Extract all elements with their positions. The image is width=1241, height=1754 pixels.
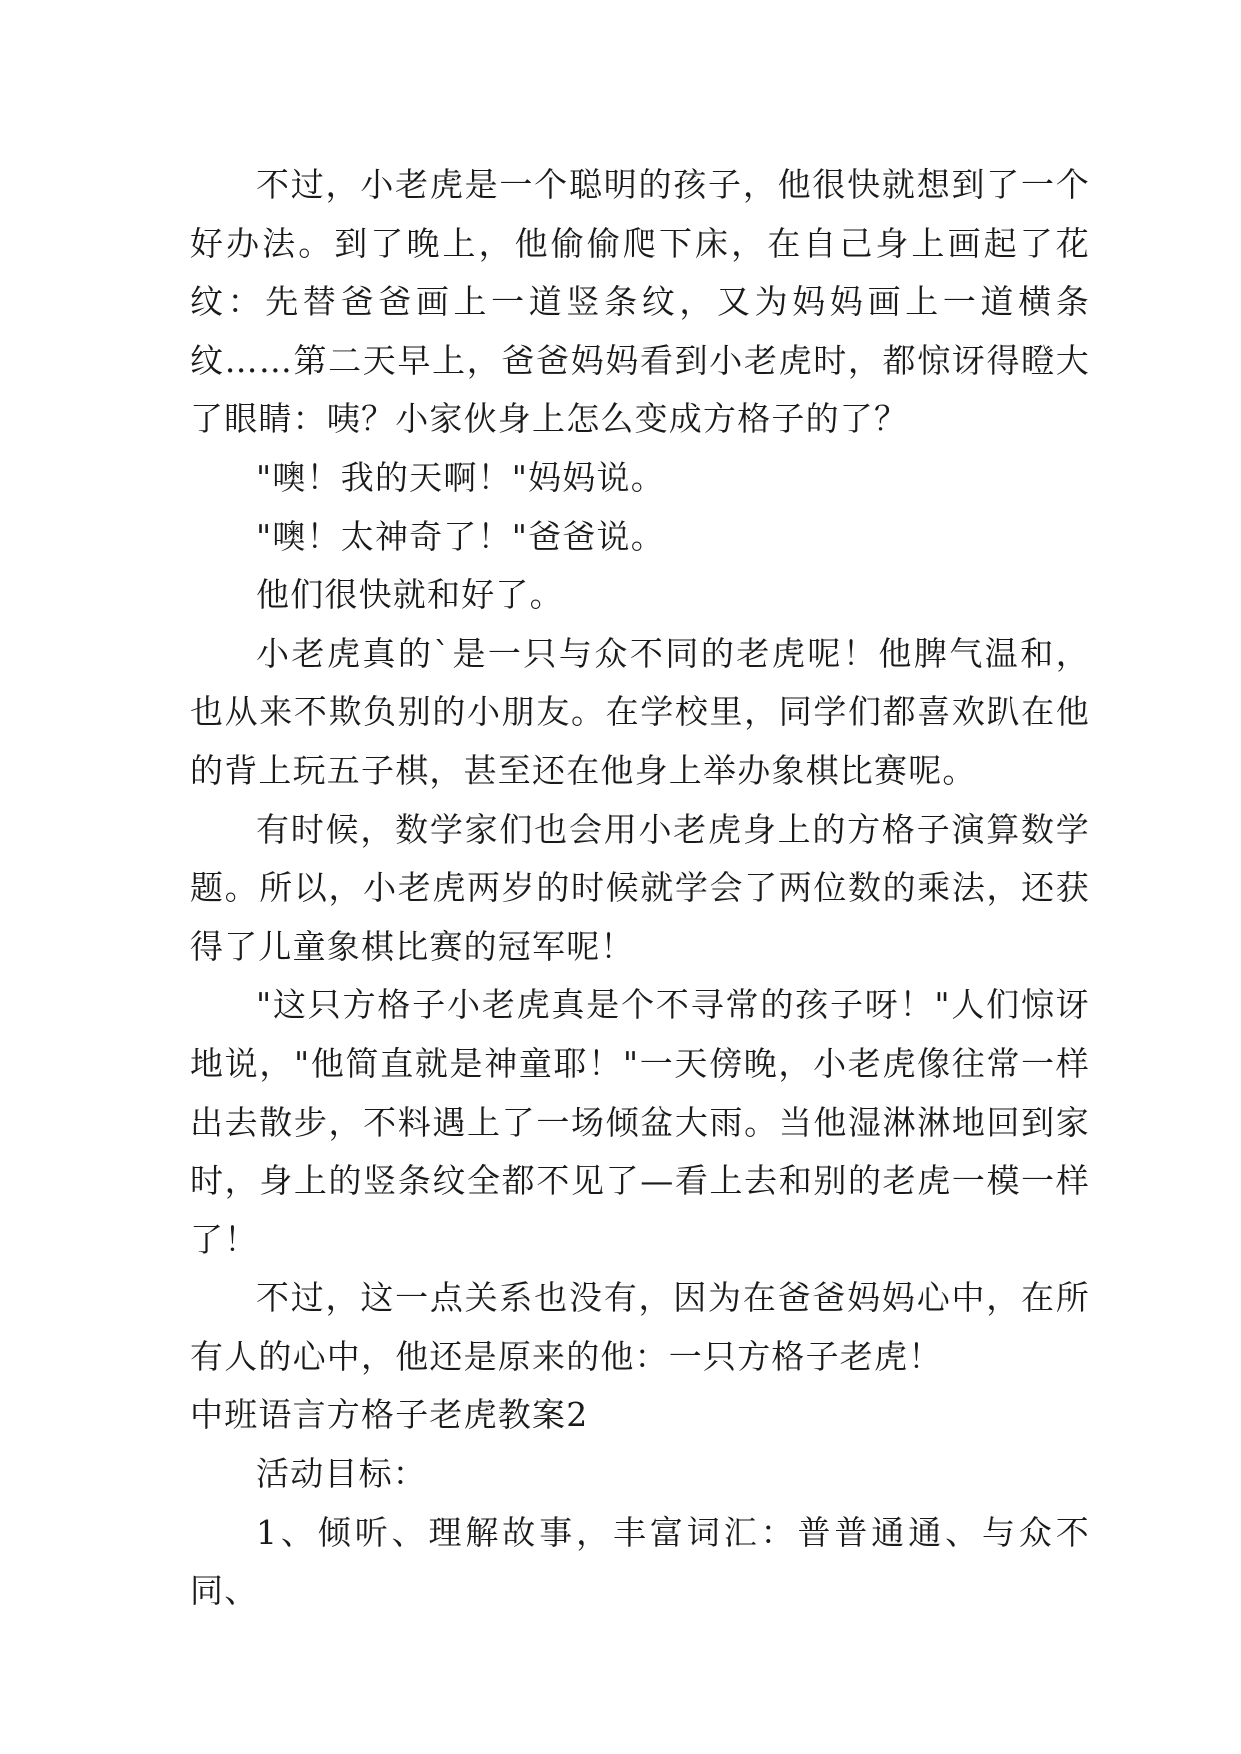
story-paragraph-2: "噢！我的天啊！"妈妈说。 (256, 457, 665, 497)
story-paragraph-7: "这只方格子小老虎真是个不寻常的孩子呀！"人们惊讶地说，"他简直就是神童耶！"一天傍晚，小老虎像往常一样出去散步，不料遇上了一场倾盆大雨。当他湿淋淋地回到家时，身上的竖条纹全都不见了—看上去和别的老虎一模一样了！ (190, 985, 1090, 1259)
story-paragraph-3: "噢！太神奇了！"爸爸说。 (256, 516, 665, 556)
story-paragraph-6: 有时候，数学家们也会用小老虎身上的方格子演算数学题。所以，小老虎两岁的时候就学会了两位数的乘法，还获得了儿童象棋比赛的冠军呢！ (190, 809, 1090, 966)
lesson-plan-heading: 中班语言方格子老虎教案2 (190, 1395, 589, 1435)
story-paragraph-8: 不过，这一点关系也没有，因为在爸爸妈妈心中，在所有人的心中，他还是原来的他：一只方格子老虎！ (190, 1278, 1090, 1376)
activity-goals-label: 活动目标： (256, 1454, 427, 1494)
story-paragraph-4: 他们很快就和好了。 (256, 575, 564, 615)
story-paragraph-5: 小老虎真的`是一只与众不同的老虎呢！他脾气温和，也从来不欺负别的小朋友。在学校里，同学们都喜欢趴在他的背上玩五子棋，甚至还在他身上举办象棋比赛呢。 (190, 633, 1090, 790)
activity-goal-item-1: 1、倾听、理解故事，丰富词汇：普普通通、与众不同、 (190, 1512, 1090, 1611)
document-body (190, 156, 1090, 1621)
story-paragraph-1: 不过，小老虎是一个聪明的孩子，他很快就想到了一个好办法。到了晚上，他偷偷爬下床，在自己身上画起了花纹：先替爸爸画上一道竖条纹，又为妈妈画上一道横条纹……第二天早上，爸爸妈妈看到小老虎时，都惊讶得瞪大了眼睛：咦？小家伙身上怎么变成方格子的了？ (190, 165, 1090, 439)
